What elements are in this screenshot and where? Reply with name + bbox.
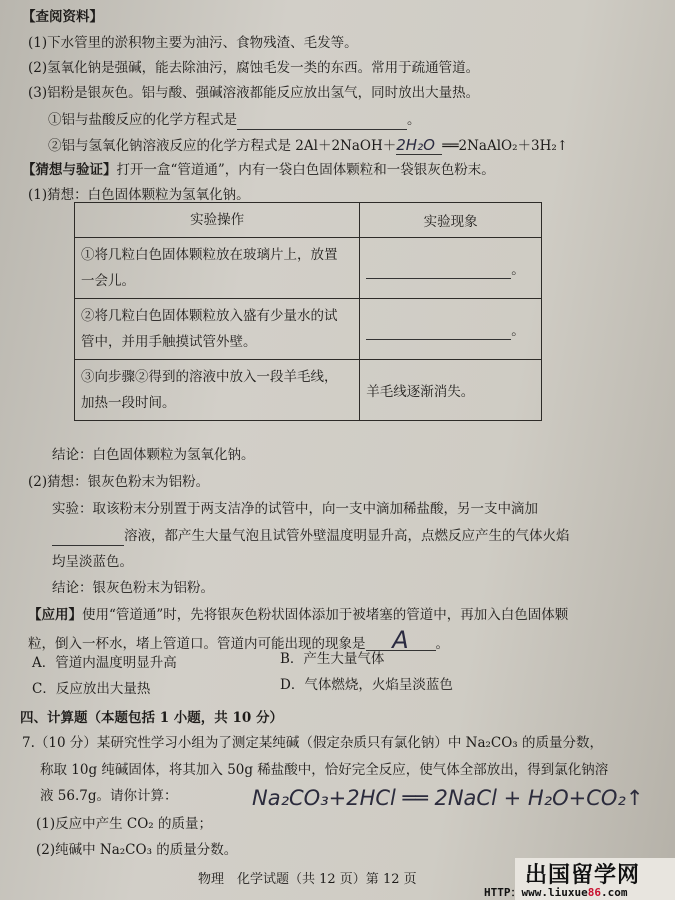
application-answer[interactable]: A	[366, 630, 436, 651]
row3-phenomenon: 羊毛线逐渐消失。	[360, 360, 542, 421]
row1-phenomenon-blank[interactable]	[366, 262, 511, 279]
reference-line-3: (3)铝粉是银灰色。铝与酸、强碱溶液都能反应放出氢气，同时放出大量热。	[28, 85, 480, 101]
guess-section	[22, 161, 495, 179]
row3-operation-line-1: ③向步骤②得到的溶液中放入一段羊毛线，	[81, 369, 338, 385]
experiment-line-2-text: 溶液，都产生大量气泡且试管外壁温度明显升高，点燃反应产生的气体火焰	[124, 528, 570, 544]
option-d: D．气体燃烧，火焰呈淡蓝色	[280, 677, 453, 693]
al-hcl-equation-prompt: ①铝与盐酸反应的化学方程式是	[48, 112, 237, 128]
experiment-table	[74, 202, 542, 421]
application-title: 【应用】	[28, 607, 82, 623]
row3-operation-line-2: 加热一段时间。	[81, 395, 176, 411]
row3-operation	[75, 360, 360, 421]
row2-phenomenon	[360, 299, 542, 360]
header-operation: 实验操作	[75, 203, 360, 238]
handwritten-equation: Na₂CO₃+2HCl ══ 2NaCl + H₂O+CO₂↑	[252, 786, 644, 810]
reference-line-4	[48, 111, 421, 130]
al-naoh-handwritten-answer[interactable]: 2H₂O	[396, 136, 442, 155]
reference-title: 【查阅资料】	[22, 9, 103, 25]
application-text-1: 使用“管道通”时，先将银灰色粉状固体添加于被堵塞的管道中，再加入白色固体颗	[82, 607, 569, 623]
row2-operation-line-1: ②将几粒白色固体颗粒放入盛有少量水的试	[81, 308, 338, 324]
option-b: B．产生大量气体	[280, 651, 385, 667]
conclusion-2: 结论：银灰色粉末为铝粉。	[52, 580, 214, 596]
row1-operation	[75, 238, 360, 299]
reference-line-5	[48, 136, 568, 155]
reference-line-1: (1)下水管里的淤积物主要为油污、食物残渣、毛发等。	[28, 35, 358, 51]
calc-sub-1: (1)反应中产生 CO₂ 的质量；	[36, 816, 213, 832]
experiment-line-1: 实验：取该粉末分别置于两支洁净的试管中，向一支中滴加稀盐酸，另一支中滴加	[52, 501, 538, 517]
guess-title: 【猜想与验证】	[22, 162, 117, 178]
table-row	[75, 299, 542, 360]
reference-section	[22, 8, 103, 26]
watermark-url	[484, 884, 627, 900]
table-header-row	[75, 203, 542, 238]
experiment-line-3: 均呈淡蓝色。	[52, 554, 133, 570]
guess-1: (1)猜想：白色固体颗粒为氢氧化钠。	[28, 187, 250, 203]
al-naoh-equation-end: ══2NaAlO₂＋3H₂↑	[442, 138, 569, 154]
conclusion-1: 结论：白色固体颗粒为氢氧化钠。	[52, 447, 255, 463]
al-naoh-equation-prompt: ②铝与氢氧化钠溶液反应的化学方程式是 2Al＋2NaOH＋	[48, 138, 397, 154]
row1-phenomenon	[360, 238, 542, 299]
al-hcl-equation-end: 。	[407, 112, 421, 128]
calc-question-line-1: 7.（10 分）某研究性学习小组为了测定某纯碱（假定杂质只有氯化钠）中 Na₂CO₃ 的质量分数，	[22, 735, 604, 751]
application-text-end: 。	[435, 636, 449, 652]
row1-operation-line-2: 一会儿。	[81, 273, 135, 289]
calc-section-title: 四、计算题（本题包括 1 小题，共 10 分）	[20, 710, 283, 726]
row2-phenomenon-end: 。	[511, 322, 525, 339]
guess-intro: 打开一盒“管道通”，内有一袋白色固体颗粒和一袋银灰色粉末。	[116, 162, 495, 178]
calc-sub-2: (2)纯碱中 Na₂CO₃ 的质量分数。	[36, 842, 238, 858]
row1-operation-line-1: ①将几粒白色固体颗粒放在玻璃片上，放置	[81, 247, 338, 263]
watermark-logo: 出国留学网	[525, 863, 641, 888]
calc-question-line-3: 液 56.7g。请你计算：	[40, 788, 178, 804]
header-phenomenon: 实验现象	[360, 203, 542, 238]
table-row	[75, 238, 542, 299]
experiment-line-2	[52, 527, 570, 546]
calc-question-line-2: 称取 10g 纯碱固体，将其加入 50g 稀盐酸中，恰好完全反应，使气体全部放出，得到氯化钠溶	[40, 762, 609, 778]
watermark-url-suffix: .com	[600, 886, 628, 899]
page-footer: 物理 化学试题（共 12 页）第 12 页	[198, 872, 417, 887]
table-row	[75, 360, 542, 421]
row2-operation-line-2: 管中，并用手触摸试管外壁。	[81, 334, 257, 350]
al-hcl-equation-blank[interactable]	[237, 111, 407, 130]
guess-2: (2)猜想：银灰色粉末为铝粉。	[28, 474, 210, 490]
application-line-1	[28, 606, 568, 624]
reference-line-2: (2)氢氧化钠是强碱，能去除油污，腐蚀毛发一类的东西。常用于疏通管道。	[28, 60, 480, 76]
watermark-url-number: 86	[587, 886, 601, 899]
reagent-blank[interactable]	[52, 527, 124, 546]
row2-operation	[75, 299, 360, 360]
option-c: C．反应放出大量热	[32, 681, 151, 697]
option-a: A．管道内温度明显升高	[32, 655, 177, 671]
row2-phenomenon-blank[interactable]	[366, 323, 511, 340]
application-text-2: 粒，倒入一杯水，堵上管道口。管道内可能出现的现象是	[28, 636, 366, 652]
application-line-2	[28, 626, 449, 654]
row1-phenomenon-end: 。	[511, 261, 525, 278]
watermark-url-prefix: HTTP：www.liuxue	[484, 886, 588, 899]
